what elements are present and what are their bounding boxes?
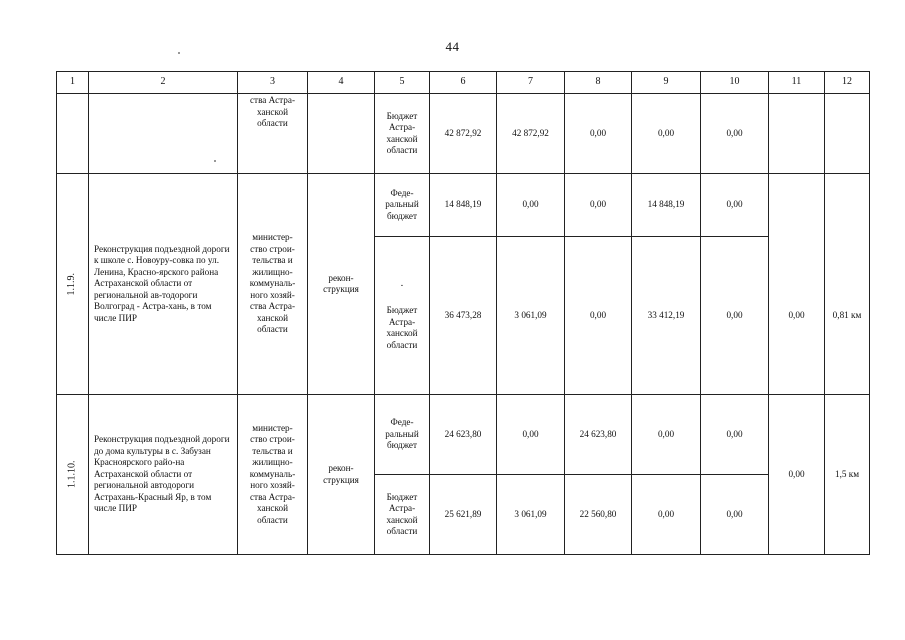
- header-col-3: 3: [238, 72, 308, 94]
- item-1-1-9-regional-col-8: 0,00: [565, 237, 632, 395]
- item-1-1-10-regional-col-8: 22 560,80: [565, 475, 632, 555]
- item-1-1-9-number: 1.1.9.: [66, 272, 78, 296]
- item-1-1-9-col-12: 0,81 км: [825, 237, 870, 395]
- item-1-1-10-regional-col-10: 0,00: [701, 475, 769, 555]
- item-1-1-10-regional-col-9: 0,00: [632, 475, 701, 555]
- item-1-1-10-regional-col-6: 25 621,89: [430, 475, 497, 555]
- item-1-1-9-regional-marker: ·: [400, 279, 404, 292]
- carry-col-6: 42 872,92: [430, 94, 497, 174]
- item-1-1-10-federal-col-9: 0,00: [632, 395, 701, 475]
- header-col-8: 8: [565, 72, 632, 94]
- item-1-1-9-work-type: рекон- струкция: [308, 174, 375, 395]
- item-1-1-10-regional-col-7: 3 061,09: [497, 475, 565, 555]
- item-1-1-9-col-12-top: [825, 174, 870, 237]
- budget-table: [56, 71, 870, 555]
- item-1-1-10-col-12: 1,5 км: [825, 395, 870, 555]
- item-1-1-9-regional-source: Бюджет Астра- ханской области: [386, 305, 418, 350]
- item-1-1-9-federal-col-9: 14 848,19: [632, 174, 701, 237]
- carry-col-8: 0,00: [565, 94, 632, 174]
- header-col-4: 4: [308, 72, 375, 94]
- carry-col-7: 42 872,92: [497, 94, 565, 174]
- item-1-1-10-number: 1.1.10.: [66, 460, 78, 489]
- item-1-1-10-work-type: рекон- струкция: [308, 395, 375, 555]
- item-1-1-10-executor: министер- ство строи- тельства и жилищно- коммуналь- ного хозяй- ства Астра- ханской области: [238, 395, 308, 555]
- item-1-1-10-federal-col-10: 0,00: [701, 395, 769, 475]
- item-1-1-9-federal-col-8: 0,00: [565, 174, 632, 237]
- header-col-1: 1: [57, 72, 89, 94]
- header-col-11: 11: [769, 72, 825, 94]
- carry-col-11: [769, 94, 825, 174]
- item-1-1-10-regional-source: Бюджет Астра- ханской области: [375, 475, 430, 555]
- header-col-5: 5: [375, 72, 430, 94]
- item-1-1-9-regional-col-9: 33 412,19: [632, 237, 701, 395]
- page-number: 44: [445, 39, 460, 54]
- item-1-1-10-federal-row: [57, 395, 870, 475]
- item-1-1-9-regional-col-7: 3 061,09: [497, 237, 565, 395]
- carry-over-row: [57, 94, 870, 174]
- header-col-7: 7: [497, 72, 565, 94]
- item-1-1-9-federal-col-7: 0,00: [497, 174, 565, 237]
- header-col-12: 12: [825, 72, 870, 94]
- header-col-6: 6: [430, 72, 497, 94]
- item-1-1-9-number-cell: [57, 174, 89, 395]
- carry-col-12: [825, 94, 870, 174]
- header-row: [57, 72, 870, 94]
- item-1-1-9-regional-source-cell: [375, 237, 430, 395]
- carry-work-type-cell: [308, 94, 375, 174]
- carry-number-cell: [57, 94, 89, 174]
- item-1-1-10-federal-col-8: 24 623,80: [565, 395, 632, 475]
- carry-col-10: 0,00: [701, 94, 769, 174]
- item-1-1-9-executor: министер- ство строи- тельства и жилищно- коммуналь- ного хозяй- ства Астра- ханской области: [238, 174, 308, 395]
- item-1-1-9-federal-col-6: 14 848,19: [430, 174, 497, 237]
- item-1-1-10-name: Реконструкция подъездной дороги до дома культуры в с. Забузан Красноярского райо-на Астраханской области от региональной автодороги Астрахань-Красный Яр, в том числе ПИР: [89, 395, 238, 555]
- scan-speck: [178, 52, 180, 54]
- carry-col-9: 0,00: [632, 94, 701, 174]
- header-col-9: 9: [632, 72, 701, 94]
- item-1-1-10-col-11: 0,00: [769, 395, 825, 555]
- item-1-1-10-federal-col-6: 24 623,80: [430, 395, 497, 475]
- carry-executor-tail: ства Астра- ханской области: [238, 94, 308, 174]
- scan-speck: [214, 160, 216, 162]
- item-1-1-9-regional-col-10: 0,00: [701, 237, 769, 395]
- item-1-1-10-number-cell: [57, 395, 89, 555]
- item-1-1-9-col-11-top: [769, 174, 825, 237]
- item-1-1-9-federal-row: [57, 174, 870, 237]
- item-1-1-9-federal-col-10: 0,00: [701, 174, 769, 237]
- item-1-1-10-federal-source: Феде- ральный бюджет: [375, 395, 430, 475]
- item-1-1-9-regional-col-6: 36 473,28: [430, 237, 497, 395]
- item-1-1-10-federal-col-7: 0,00: [497, 395, 565, 475]
- header-col-10: 10: [701, 72, 769, 94]
- item-1-1-9-federal-source: Феде- ральный бюджет: [375, 174, 430, 237]
- header-col-2: 2: [89, 72, 238, 94]
- item-1-1-9-col-11: 0,00: [769, 237, 825, 395]
- item-1-1-9-name: Реконструкция подъездной дороги к школе с. Новоуру-совка по ул. Ленина, Красно-ярского района Астраханской области от региональной ав-тодороги Волгоград - Астра-хань, в том числе ПИР: [89, 174, 238, 395]
- carry-source: Бюджет Астра- ханской области: [375, 94, 430, 174]
